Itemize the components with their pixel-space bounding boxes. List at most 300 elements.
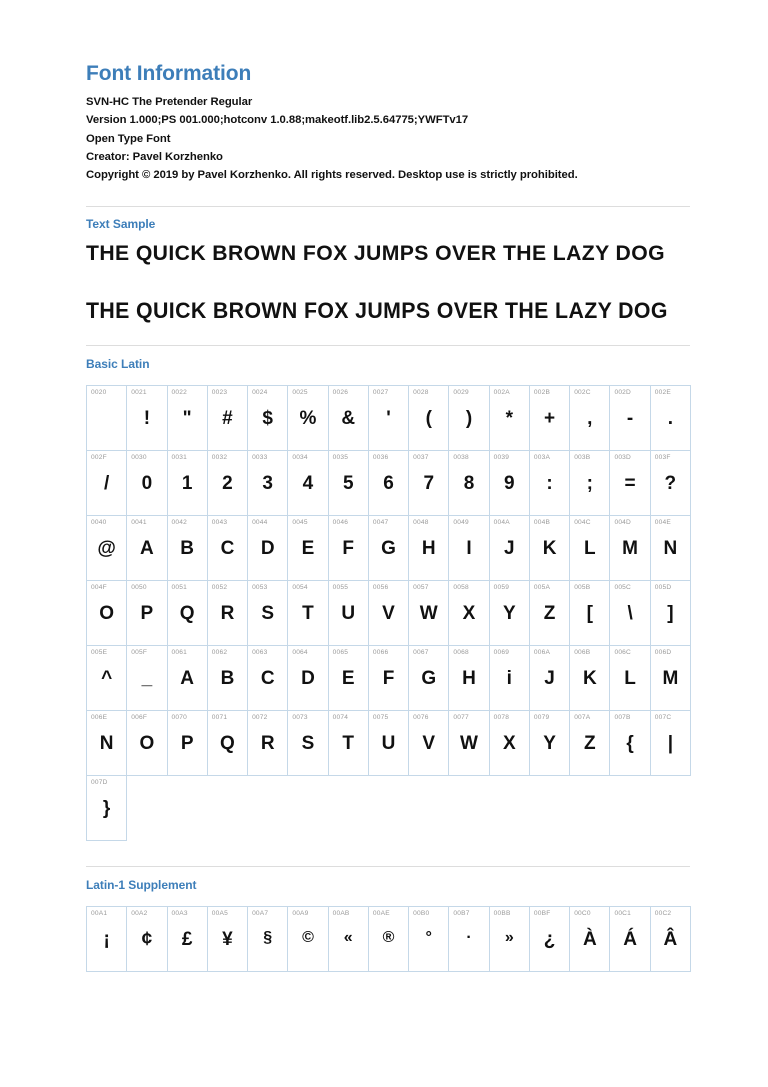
glyph-codepoint-label: 002F	[91, 454, 107, 462]
glyph-character: 9	[504, 473, 515, 495]
glyph-codepoint-label: 0022	[171, 389, 187, 397]
glyph-codepoint-label: 00A1	[91, 910, 108, 918]
glyph-character: ?	[664, 473, 677, 495]
font-info-list	[86, 93, 690, 184]
glyph-character: °	[425, 929, 432, 947]
glyph-character: 6	[383, 473, 394, 495]
glyph-character: ¡	[103, 929, 110, 951]
glyph-codepoint-label: 004C	[574, 519, 591, 527]
glyph-cell[interactable]	[248, 907, 288, 972]
glyph-cell[interactable]	[489, 711, 529, 776]
glyph-character: 2	[222, 473, 233, 495]
glyph-cell[interactable]	[328, 386, 368, 451]
glyph-codepoint-label: 0035	[332, 454, 349, 462]
glyph-cell[interactable]	[167, 581, 207, 646]
section-latin1-supplement	[86, 878, 690, 972]
glyph-character: Á	[623, 929, 637, 951]
glyph-cell[interactable]	[610, 451, 650, 516]
glyph-codepoint-label: 0077	[453, 714, 469, 722]
glyph-cell[interactable]	[529, 581, 569, 646]
glyph-codepoint-label: 002A	[493, 389, 510, 397]
font-info-copyright: Copyright © 2019 by Pavel Korzhenko. All rights reserved. Desktop use is strictly prohibited.	[86, 169, 578, 182]
glyph-character: :	[546, 473, 553, 495]
glyph-cell[interactable]	[288, 516, 328, 581]
glyph-cell[interactable]	[328, 581, 368, 646]
glyph-cell[interactable]	[167, 907, 207, 972]
glyph-character: #	[222, 408, 233, 430]
glyph-cell[interactable]	[87, 907, 127, 972]
glyph-cell[interactable]	[409, 581, 449, 646]
glyph-codepoint-label: 0070	[171, 714, 187, 722]
glyph-row	[87, 386, 691, 451]
glyph-codepoint-label: 005C	[614, 584, 632, 592]
glyph-cell[interactable]	[248, 646, 288, 711]
glyph-cell[interactable]	[167, 386, 207, 451]
glyph-cell[interactable]	[127, 581, 167, 646]
glyph-cell[interactable]	[409, 907, 449, 972]
glyph-cell[interactable]	[368, 907, 408, 972]
glyph-cell[interactable]	[529, 451, 569, 516]
section-divider-basic-latin	[86, 345, 690, 346]
glyph-codepoint-label: 004E	[654, 519, 671, 527]
glyph-cell[interactable]	[248, 581, 288, 646]
glyph-cell[interactable]	[167, 516, 207, 581]
glyph-cell[interactable]	[207, 451, 247, 516]
glyph-codepoint-label: 0034	[292, 454, 308, 462]
glyph-cell[interactable]	[650, 711, 690, 776]
glyph-row	[87, 646, 691, 711]
glyph-cell[interactable]	[127, 646, 167, 711]
glyph-cell[interactable]	[529, 646, 569, 711]
glyph-cell[interactable]	[570, 581, 610, 646]
glyph-character: »	[504, 929, 514, 947]
glyph-codepoint-label: 002E	[654, 389, 671, 397]
glyph-codepoint-label: 0030	[131, 454, 147, 462]
glyph-character: "	[182, 408, 192, 430]
section-heading-basic-latin: Basic Latin	[86, 357, 150, 372]
glyph-codepoint-label: 0079	[533, 714, 550, 722]
glyph-character: S	[261, 603, 275, 625]
glyph-cell[interactable]	[650, 386, 690, 451]
glyph-cell[interactable]	[248, 386, 288, 451]
glyph-character: ·	[466, 929, 472, 947]
glyph-codepoint-label: 0050	[131, 584, 147, 592]
glyph-character: ©	[302, 929, 314, 947]
glyph-cell-spacer	[449, 776, 489, 841]
glyph-cell[interactable]	[248, 516, 288, 581]
glyph-codepoint-label: 006C	[614, 649, 632, 657]
glyph-cell-spacer	[570, 776, 610, 841]
glyph-codepoint-label: 0055	[332, 584, 349, 592]
glyph-cell[interactable]	[529, 711, 569, 776]
glyph-cell[interactable]	[87, 516, 127, 581]
glyph-cell-spacer	[207, 776, 247, 841]
glyph-codepoint-label: 0072	[252, 714, 268, 722]
glyph-character: J	[504, 538, 515, 560]
glyph-character: J	[544, 668, 555, 690]
glyph-codepoint-label: 002C	[574, 389, 591, 397]
glyph-cell[interactable]	[127, 516, 167, 581]
glyph-cell[interactable]	[449, 581, 489, 646]
glyph-row	[87, 776, 691, 841]
glyph-character: F	[342, 538, 355, 560]
text-sample-lines	[86, 240, 690, 324]
glyph-cell[interactable]	[650, 907, 690, 972]
glyph-character: À	[582, 929, 597, 951]
glyph-character: G	[381, 538, 396, 560]
glyph-codepoint-label: 0067	[413, 649, 429, 657]
glyph-codepoint-label: 0068	[453, 649, 469, 657]
glyph-cell[interactable]	[449, 516, 489, 581]
glyph-cell[interactable]	[207, 646, 247, 711]
glyph-cell[interactable]	[570, 386, 610, 451]
glyph-cell[interactable]	[87, 776, 127, 841]
glyph-cell[interactable]	[288, 646, 328, 711]
glyph-character: }	[102, 798, 111, 820]
text-sample-line-2: THE QUICK BROWN FOX JUMPS OVER THE LAZY DOG	[86, 298, 668, 324]
glyph-character: S	[301, 733, 315, 755]
glyph-codepoint-label: 00A9	[292, 910, 309, 918]
glyph-character: 5	[342, 473, 354, 495]
section-text-sample	[86, 217, 690, 323]
glyph-cell[interactable]	[449, 451, 489, 516]
glyph-codepoint-label: 0071	[211, 714, 228, 722]
glyph-character: .	[667, 408, 673, 430]
glyph-codepoint-label: 0033	[252, 454, 268, 462]
glyph-codepoint-label: 00A5	[211, 910, 228, 918]
glyph-codepoint-label: 006D	[654, 649, 672, 657]
glyph-cell[interactable]	[489, 646, 529, 711]
glyph-character: |	[667, 733, 674, 755]
glyph-codepoint-label: 0021	[131, 389, 147, 397]
glyph-codepoint-label: 0036	[372, 454, 389, 462]
glyph-cell-spacer	[368, 776, 408, 841]
glyph-character: D	[260, 538, 275, 560]
glyph-codepoint-label: 0054	[292, 584, 308, 592]
glyph-character: E	[341, 668, 355, 690]
glyph-character: M	[662, 668, 679, 690]
glyph-codepoint-label: 0051	[171, 584, 187, 592]
glyph-character: !	[143, 408, 151, 430]
glyph-character: D	[301, 668, 315, 690]
glyph-codepoint-label: 003B	[574, 454, 591, 462]
glyph-cell[interactable]	[449, 646, 489, 711]
glyph-character: @	[97, 538, 116, 560]
glyph-cell[interactable]	[409, 711, 449, 776]
glyph-codepoint-label: 00BB	[493, 910, 511, 918]
glyph-codepoint-label: 007C	[654, 714, 672, 722]
glyph-cell[interactable]	[449, 711, 489, 776]
glyph-cell[interactable]	[328, 451, 368, 516]
glyph-codepoint-label: 0047	[372, 519, 389, 527]
glyph-cell[interactable]	[409, 646, 449, 711]
glyph-cell[interactable]	[248, 451, 288, 516]
glyph-cell[interactable]	[127, 711, 167, 776]
glyph-codepoint-label: 0075	[372, 714, 389, 722]
glyph-character: W	[460, 733, 478, 755]
glyph-codepoint-label: 004F	[91, 584, 107, 592]
glyph-cell[interactable]	[570, 516, 610, 581]
glyph-character: O	[139, 733, 155, 755]
glyph-codepoint-label: 005F	[131, 649, 148, 657]
glyph-character: -	[626, 408, 634, 430]
glyph-character: {	[626, 733, 634, 755]
glyph-cell[interactable]	[87, 646, 127, 711]
glyph-cell[interactable]	[610, 711, 650, 776]
glyph-cell[interactable]	[328, 711, 368, 776]
glyph-codepoint-label: 006B	[574, 649, 591, 657]
glyph-cell[interactable]	[610, 646, 650, 711]
glyph-character: ,	[587, 408, 593, 430]
glyph-character: 7	[423, 473, 435, 495]
glyph-cell-spacer	[650, 776, 690, 841]
glyph-codepoint-label: 004B	[533, 519, 551, 527]
font-info-name: SVN-HC The Pretender Regular	[86, 96, 253, 109]
glyph-codepoint-label: 0078	[493, 714, 510, 722]
glyph-character: ®	[382, 929, 395, 947]
glyph-cell[interactable]	[368, 711, 408, 776]
glyph-cell[interactable]	[409, 451, 449, 516]
section-heading-text-sample: Text Sample	[86, 216, 156, 231]
section-basic-latin	[86, 357, 690, 841]
glyph-codepoint-label: 00AB	[332, 910, 350, 918]
glyph-character: K	[582, 668, 597, 690]
glyph-codepoint-label: 0064	[292, 649, 308, 657]
glyph-cell[interactable]	[87, 386, 127, 451]
glyph-cell[interactable]	[650, 646, 690, 711]
glyph-character: ¥	[222, 929, 233, 951]
glyph-codepoint-label: 0059	[493, 584, 510, 592]
glyph-character: *	[505, 408, 513, 430]
glyph-table-latin1-supplement-body	[87, 907, 691, 972]
glyph-cell[interactable]	[529, 386, 569, 451]
glyph-character: ^	[101, 668, 113, 690]
glyph-codepoint-label: 0042	[171, 519, 187, 527]
glyph-codepoint-label: 0062	[211, 649, 228, 657]
glyph-cell[interactable]	[288, 581, 328, 646]
glyph-cell[interactable]	[449, 907, 489, 972]
glyph-codepoint-label: 007A	[574, 714, 591, 722]
glyph-character: W	[419, 603, 438, 625]
glyph-codepoint-label: 0073	[292, 714, 308, 722]
glyph-character: K	[542, 538, 557, 560]
glyph-table-latin1-supplement	[86, 906, 691, 972]
glyph-codepoint-label: 0041	[131, 519, 147, 527]
glyph-character: L	[584, 538, 596, 560]
glyph-codepoint-label: 0045	[292, 519, 308, 527]
glyph-character: £	[181, 929, 193, 951]
glyph-codepoint-label: 0052	[211, 584, 228, 592]
glyph-character: B	[180, 538, 195, 560]
glyph-character: $	[262, 408, 273, 430]
glyph-codepoint-label: 0048	[413, 519, 429, 527]
glyph-cell[interactable]	[368, 581, 408, 646]
glyph-cell[interactable]	[570, 711, 610, 776]
glyph-cell[interactable]	[489, 907, 529, 972]
glyph-cell[interactable]	[328, 516, 368, 581]
font-info-format: Open Type Font	[86, 132, 171, 145]
glyph-codepoint-label: 003D	[614, 454, 632, 462]
glyph-cell[interactable]	[328, 907, 368, 972]
glyph-codepoint-label: 002D	[614, 389, 632, 397]
glyph-cell[interactable]	[368, 516, 408, 581]
glyph-character: F	[382, 668, 395, 690]
glyph-character: U	[341, 603, 356, 625]
glyph-codepoint-label: 0044	[252, 519, 268, 527]
section-heading-latin1-supplement: Latin-1 Supplement	[86, 878, 197, 893]
glyph-cell[interactable]	[650, 581, 690, 646]
glyph-cell[interactable]	[288, 907, 328, 972]
glyph-cell[interactable]	[167, 711, 207, 776]
glyph-codepoint-label: 0043	[211, 519, 228, 527]
glyph-character: U	[381, 733, 396, 755]
glyph-codepoint-label: 0038	[453, 454, 469, 462]
glyph-cell[interactable]	[167, 646, 207, 711]
glyph-cell[interactable]	[449, 386, 489, 451]
glyph-codepoint-label: 0027	[372, 389, 389, 397]
glyph-character: M	[622, 538, 638, 560]
glyph-codepoint-label: 00A2	[131, 910, 148, 918]
glyph-cell[interactable]	[207, 581, 247, 646]
glyph-cell[interactable]	[248, 711, 288, 776]
glyph-cell[interactable]	[87, 451, 127, 516]
glyph-character: P	[140, 603, 154, 625]
glyph-row	[87, 711, 691, 776]
glyph-codepoint-label: 0020	[91, 389, 107, 397]
glyph-cell[interactable]	[368, 646, 408, 711]
glyph-cell[interactable]	[167, 451, 207, 516]
glyph-character: 1	[181, 473, 193, 495]
glyph-codepoint-label: 0074	[332, 714, 349, 722]
glyph-character: i	[506, 668, 512, 690]
glyph-character: Y	[543, 733, 556, 755]
glyph-cell[interactable]	[570, 646, 610, 711]
glyph-cell[interactable]	[610, 581, 650, 646]
glyph-codepoint-label: 004D	[614, 519, 632, 527]
glyph-cell[interactable]	[489, 516, 529, 581]
glyph-cell[interactable]	[207, 516, 247, 581]
glyph-cell[interactable]	[650, 451, 690, 516]
glyph-cell[interactable]	[207, 711, 247, 776]
glyph-character: ]	[667, 603, 674, 625]
glyph-table-basic-latin	[86, 385, 691, 841]
glyph-codepoint-label: 0040	[91, 519, 107, 527]
glyph-row	[87, 451, 691, 516]
glyph-character: =	[624, 473, 636, 495]
glyph-codepoint-label: 0066	[372, 649, 389, 657]
glyph-character: 4	[302, 473, 314, 495]
glyph-codepoint-label: 004A	[493, 519, 510, 527]
glyph-codepoint-label: 0029	[453, 389, 469, 397]
glyph-cell[interactable]	[610, 516, 650, 581]
glyph-cell[interactable]	[207, 907, 247, 972]
glyph-cell[interactable]	[489, 451, 529, 516]
glyph-codepoint-label: 00C0	[574, 910, 591, 918]
glyph-cell[interactable]	[127, 386, 167, 451]
glyph-cell[interactable]	[127, 451, 167, 516]
glyph-cell[interactable]	[288, 451, 328, 516]
glyph-cell[interactable]	[368, 451, 408, 516]
glyph-cell-spacer	[167, 776, 207, 841]
glyph-codepoint-label: 006E	[91, 714, 108, 722]
glyph-cell[interactable]	[570, 451, 610, 516]
glyph-character: G	[421, 668, 437, 690]
font-info-version: Version 1.000;PS 001.000;hotconv 1.0.88;makeotf.lib2.5.64775;YWFTv17	[86, 114, 469, 127]
glyph-codepoint-label: 0049	[453, 519, 469, 527]
glyph-cell[interactable]	[529, 516, 569, 581]
glyph-codepoint-label: 0058	[453, 584, 469, 592]
glyph-cell[interactable]	[489, 386, 529, 451]
glyph-codepoint-label: 005D	[654, 584, 672, 592]
glyph-character: X	[462, 603, 476, 625]
glyph-codepoint-label: 00C1	[614, 910, 632, 918]
glyph-cell[interactable]	[87, 711, 127, 776]
glyph-cell[interactable]	[409, 386, 449, 451]
glyph-character: O	[99, 603, 115, 625]
glyph-cell[interactable]	[127, 907, 167, 972]
glyph-character: Q	[179, 603, 195, 625]
page-title: Font Information	[86, 62, 252, 85]
glyph-cell[interactable]	[409, 516, 449, 581]
glyph-codepoint-label: 0025	[292, 389, 308, 397]
glyph-cell[interactable]	[288, 711, 328, 776]
glyph-codepoint-label: 007D	[91, 779, 108, 787]
glyph-character: '	[386, 408, 391, 430]
glyph-character: 0	[141, 473, 153, 495]
glyph-character: X	[502, 733, 516, 755]
glyph-character: N	[99, 733, 114, 755]
glyph-cell[interactable]	[368, 386, 408, 451]
glyph-character: )	[465, 408, 473, 430]
glyph-cell-spacer	[288, 776, 328, 841]
glyph-cell[interactable]	[288, 386, 328, 451]
glyph-character: «	[343, 929, 353, 947]
glyph-character: /	[103, 473, 110, 495]
glyph-character: _	[141, 668, 153, 690]
glyph-cell[interactable]	[610, 907, 650, 972]
glyph-row	[87, 907, 691, 972]
glyph-cell-spacer	[489, 776, 529, 841]
glyph-cell[interactable]	[610, 386, 650, 451]
glyph-character: ¢	[141, 929, 153, 951]
glyph-cell-spacer	[127, 776, 167, 841]
glyph-cell[interactable]	[650, 516, 690, 581]
glyph-table-basic-latin-body	[87, 386, 691, 841]
glyph-character: E	[301, 538, 315, 560]
section-divider-latin1-supplement	[86, 866, 690, 867]
glyph-codepoint-label: 00B7	[453, 910, 470, 918]
glyph-character: C	[260, 668, 275, 690]
glyph-character: Â	[663, 929, 678, 951]
glyph-cell[interactable]	[328, 646, 368, 711]
glyph-codepoint-label: 002B	[533, 389, 551, 397]
glyph-cell[interactable]	[529, 907, 569, 972]
glyph-codepoint-label: 00B0	[413, 910, 430, 918]
glyph-codepoint-label: 0076	[413, 714, 429, 722]
glyph-codepoint-label: 0063	[252, 649, 268, 657]
glyph-cell[interactable]	[207, 386, 247, 451]
page-content	[86, 62, 690, 972]
glyph-row	[87, 581, 691, 646]
glyph-cell[interactable]	[87, 581, 127, 646]
font-info-creator: Creator: Pavel Korzhenko	[86, 151, 223, 164]
glyph-cell[interactable]	[570, 907, 610, 972]
glyph-character: B	[220, 668, 235, 690]
glyph-codepoint-label: 0039	[493, 454, 510, 462]
glyph-cell[interactable]	[489, 581, 529, 646]
glyph-character: H	[462, 668, 476, 690]
glyph-codepoint-label: 0046	[332, 519, 349, 527]
